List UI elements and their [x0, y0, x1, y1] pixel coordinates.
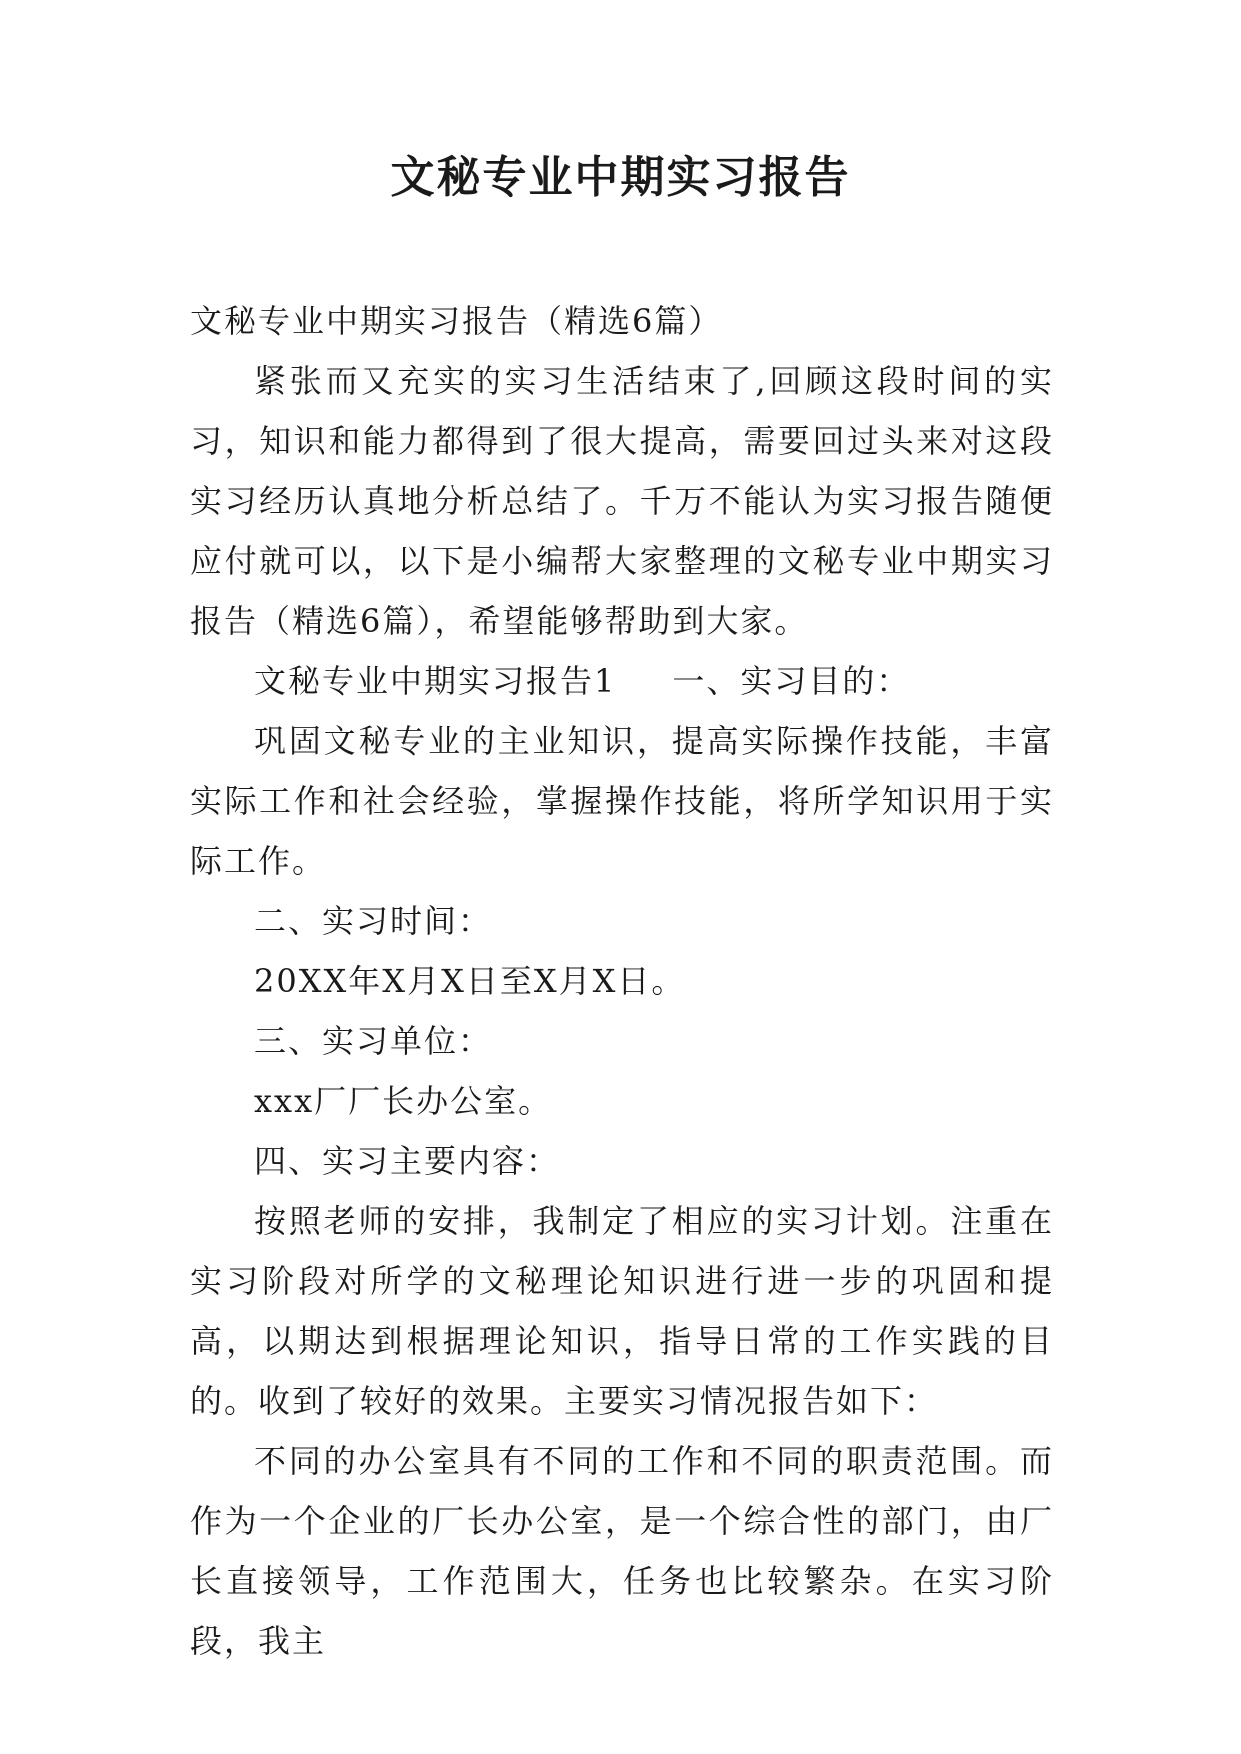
section1-heading: 一、实习目的： — [672, 662, 911, 700]
document-subtitle: 文秘专业中期实习报告（精选6篇） — [190, 302, 723, 340]
section3-heading: 三、实习单位： — [254, 1022, 493, 1060]
section2-heading: 二、实习时间： — [254, 902, 493, 940]
report1-heading: 文秘专业中期实习报告1 — [254, 662, 617, 700]
section4-paragraph-2: 不同的办公室具有不同的工作和不同的职责范围。而作为一个企业的厂长办公室，是一个综合性的部门，由厂长直接领导，工作范围大，任务也比较繁杂。在实习阶段，我主 — [190, 1442, 1054, 1660]
section4-paragraph-1: 按照老师的安排，我制定了相应的实习计划。注重在实习阶段对所学的文秘理论知识进行进一步的巩固和提高，以期达到根据理论知识，指导日常的工作实践的目的。收到了较好的效果。主要实习情况报告如下： — [190, 1202, 1054, 1420]
section1-body: 巩固文秘专业的主业知识，提高实际操作技能，丰富实际工作和社会经验，掌握操作技能，将所学知识用于实际工作。 — [190, 722, 1054, 880]
document-title: 文秘专业中期实习报告 — [390, 152, 851, 203]
section3-body: xxx厂厂长办公室。 — [254, 1082, 553, 1120]
intro-paragraph: 紧张而又充实的实习生活结束了,回顾这段时间的实习，知识和能力都得到了很大提高，需要回过头来对这段实习经历认真地分析总结了。千万不能认为实习报告随便应付就可以，以下是小编帮大家整理的文秘专业中期实习报告（精选6篇），希望能够帮助到大家。 — [190, 362, 1054, 640]
section4-heading: 四、实习主要内容： — [254, 1142, 561, 1180]
document-body — [190, 291, 1054, 1671]
section2-body: 20XX年X月X日至X月X日。 — [254, 962, 686, 1000]
report-heading-line — [190, 651, 1054, 711]
